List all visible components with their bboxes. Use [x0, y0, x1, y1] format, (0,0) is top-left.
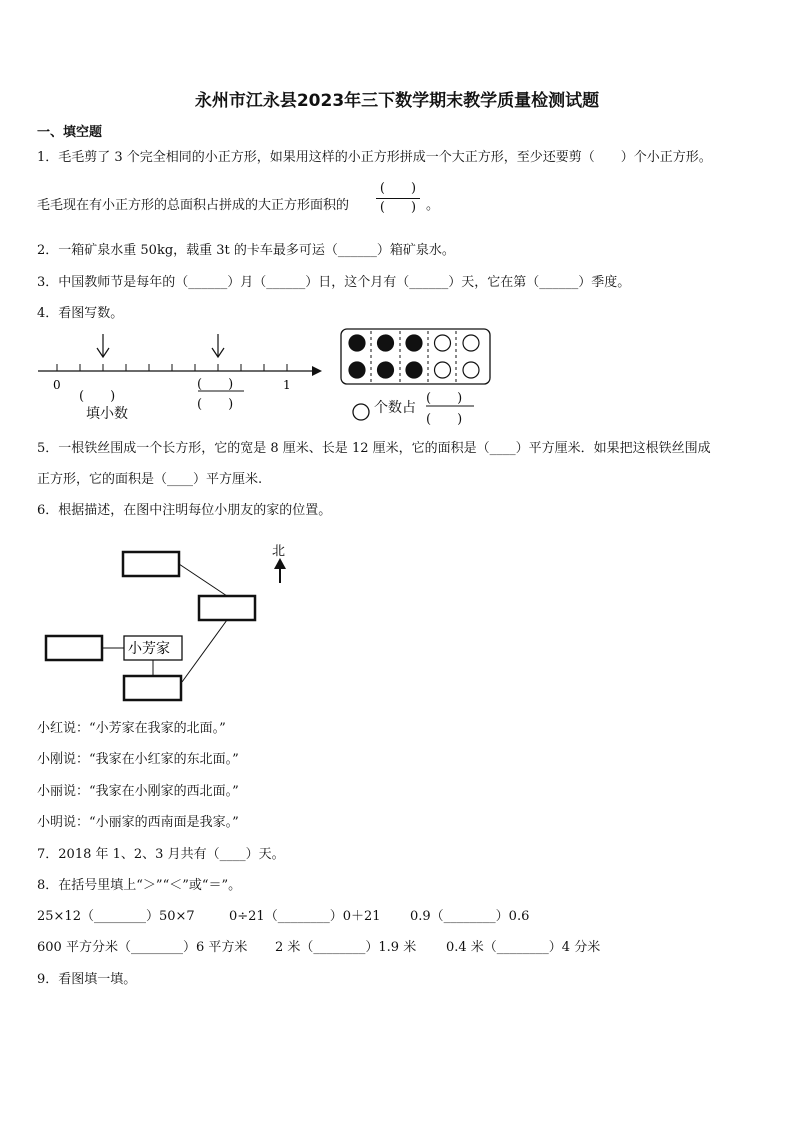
compare-item: 0.9（________）0.6	[410, 909, 530, 924]
question-1-line-2: 毛毛现在有小正方形的总面积占拼成的大正方形面积的	[37, 198, 350, 213]
question-1-end: 。	[426, 198, 440, 213]
compare-item: 0.4 米（________）4 分米	[446, 940, 601, 955]
filled-dot	[349, 335, 365, 351]
down-arrow-icon	[97, 334, 109, 357]
house-box-left	[46, 636, 102, 660]
empty-dot	[435, 362, 451, 378]
question-8: 8．在括号里填上“＞”“＜”或“＝”。	[37, 878, 242, 893]
circle-caption: 个数占	[374, 400, 416, 416]
question-5-line-1: 5．一根铁丝围成一个长方形，它的宽是 8 厘米、长是 12 厘米，它的面积是（____）平方厘米．如果把这根铁丝围成	[37, 441, 711, 456]
north-arrow-icon	[274, 558, 286, 583]
number-line-arrowhead	[312, 366, 322, 376]
fraction-numerator: ( )	[379, 181, 417, 196]
compare-item: 0÷21（________）0＋21	[229, 909, 381, 924]
question-3: 3．中国教师节是每年的（______）月（______）日，这个月有（______）天，它在第（______）季度。	[37, 275, 631, 290]
number-line-fraction-denominator: ( )	[197, 397, 234, 412]
compare-item: 2 米（________）1.9 米	[275, 940, 417, 955]
house-box-upper-right	[199, 596, 255, 620]
question-2: 2．一箱矿泉水重 50kg，载重 3t 的卡车最多可运（______）箱矿泉水。	[37, 243, 455, 258]
compare-item: 600 平方分米（________）6 平方米	[37, 940, 248, 955]
house-box-top	[123, 552, 179, 576]
map-roads	[102, 564, 227, 682]
number-line-ticks	[57, 364, 287, 371]
section-heading: 一、填空题	[37, 125, 103, 140]
question-6: 6．根据描述，在图中注明每位小朋友的家的位置。	[37, 503, 332, 518]
tick-label-zero: 0	[53, 378, 61, 392]
compare-item: 25×12（________）50×7	[37, 909, 195, 924]
decimal-caption: 填小数	[86, 406, 128, 422]
fraction-denominator: ( )	[379, 200, 417, 215]
house-box-bottom	[124, 676, 181, 700]
statement-xiaoming: 小明说：“小丽家的西南面是我家。”	[37, 815, 239, 830]
number-line-fraction-numerator: ( )	[197, 377, 234, 392]
circle-fraction-numerator: ( )	[426, 391, 463, 406]
question-7: 7．2018 年 1、2、3 月共有（____）天。	[37, 847, 285, 862]
circle-fraction-denominator: ( )	[426, 412, 463, 427]
center-house-label: 小芳家	[128, 641, 170, 657]
tick-label-one: 1	[283, 378, 291, 392]
question-9: 9．看图填一填。	[37, 972, 137, 987]
empty-circle-icon	[353, 404, 369, 420]
ten-frame-dots	[349, 335, 479, 378]
statement-xiaohong: 小红说：“小芳家在我家的北面。”	[37, 721, 226, 736]
statement-xiaogang: 小刚说：“我家在小红家的东北面。”	[37, 752, 239, 767]
filled-dot	[378, 335, 394, 351]
empty-dot	[463, 335, 479, 351]
filled-dot	[349, 362, 365, 378]
filled-dot	[406, 362, 422, 378]
north-label: 北	[272, 544, 286, 559]
question-1-line-1: 1．毛毛剪了 3 个完全相同的小正方形，如果用这样的小正方形拼成一个大正方形，至少还要剪（ ）个小正方形。	[37, 150, 712, 165]
filled-dot	[378, 362, 394, 378]
statement-xiaoli: 小丽说：“我家在小刚家的西北面。”	[37, 784, 239, 799]
filled-dot	[406, 335, 422, 351]
down-arrow-icon	[212, 334, 224, 357]
empty-dot	[463, 362, 479, 378]
question-4: 4．看图写数。	[37, 306, 124, 321]
page-title: 永州市江永县2023年三下数学期末教学质量检测试题	[194, 91, 600, 111]
empty-dot	[435, 335, 451, 351]
decimal-blank: ( )	[79, 389, 116, 404]
question-5-line-2: 正方形，它的面积是（____）平方厘米.	[37, 472, 263, 487]
